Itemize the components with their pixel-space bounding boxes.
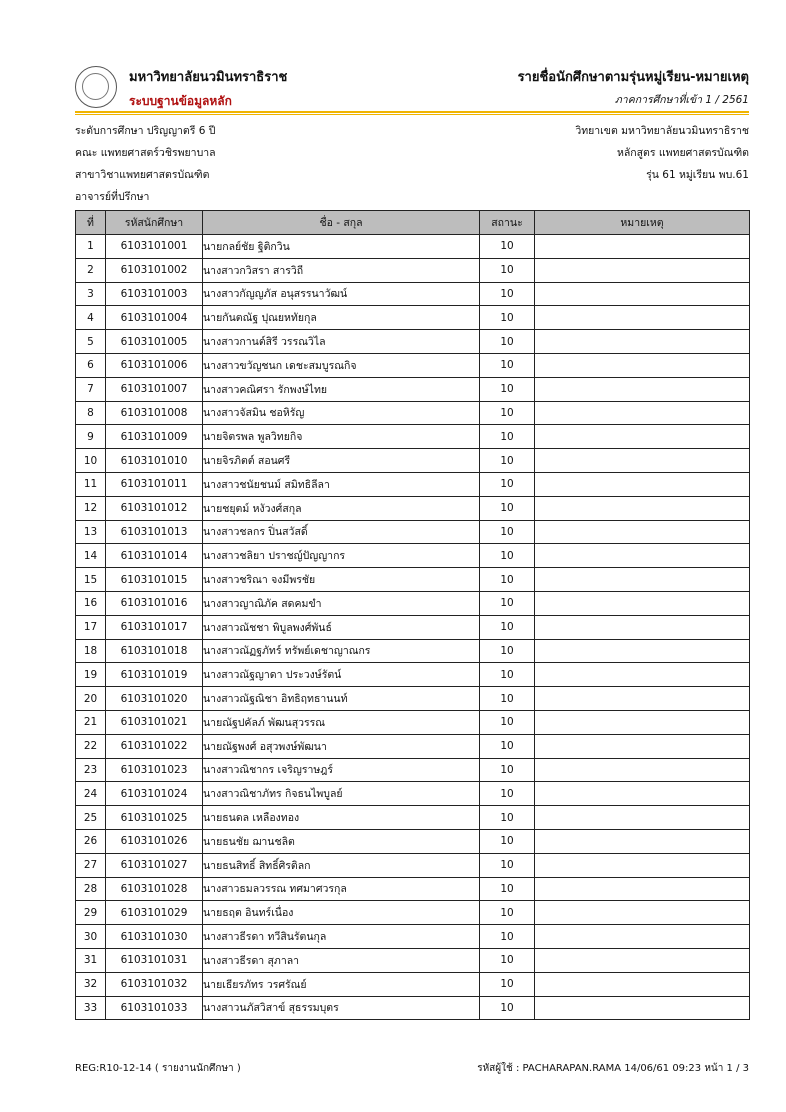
table-row: [76, 687, 750, 711]
remark: [535, 877, 750, 901]
student-id: 6103101016: [106, 591, 203, 615]
remark: [535, 663, 750, 687]
status: 10: [480, 710, 535, 734]
university-name: มหาวิทยาลัยนวมินทราธิราช: [129, 70, 288, 85]
row-index: 28: [76, 877, 106, 901]
row-index: 16: [76, 591, 106, 615]
remark: [535, 615, 750, 639]
table-row: [76, 877, 750, 901]
status: 10: [480, 782, 535, 806]
header-status: สถานะ: [480, 211, 535, 235]
row-index: 9: [76, 425, 106, 449]
status: 10: [480, 568, 535, 592]
table-row: [76, 544, 750, 568]
table-row: [76, 758, 750, 782]
table-row: [76, 925, 750, 949]
table-row: [76, 330, 750, 354]
status: 10: [480, 806, 535, 830]
advisor: อาจารย์ที่ปรึกษา: [75, 191, 150, 203]
status: 10: [480, 472, 535, 496]
remark: [535, 258, 750, 282]
row-index: 19: [76, 663, 106, 687]
remark: [535, 758, 750, 782]
student-name: นางสาวณัฐณิชา อิทธิฤทธานนท์: [203, 687, 480, 711]
student-id: 6103101021: [106, 710, 203, 734]
remark: [535, 520, 750, 544]
faculty: คณะ แพทยศาสตร์วชิรพยาบาล: [75, 147, 216, 159]
student-name: นายณัฐปคัลภ์ พัฒนสุวรรณ: [203, 710, 480, 734]
student-id: 6103101006: [106, 353, 203, 377]
row-index: 22: [76, 734, 106, 758]
student-name: นางสาวณัชชา พิบูลพงศ์พันธ์: [203, 615, 480, 639]
education-level: ระดับการศึกษา ปริญญาตรี 6 ปี: [75, 125, 216, 137]
student-id: 6103101024: [106, 782, 203, 806]
table-row: [76, 853, 750, 877]
report-title: รายชื่อนักศึกษาตามรุ่นหมู่เรียน-หมายเหตุ: [517, 70, 749, 85]
user-page-info: รหัสผู้ใช้ : PACHARAPAN.RAMA 14/06/61 09:23 หน้า 1 / 3: [477, 1063, 749, 1074]
semester-label: ภาคการศึกษาที่เข้า 1 / 2561: [614, 94, 749, 106]
status: 10: [480, 425, 535, 449]
header-divider-thin: [75, 114, 749, 115]
status: 10: [480, 449, 535, 473]
student-name: นางสาวชนัยชนม์ สมิทธิลีลา: [203, 472, 480, 496]
student-id: 6103101012: [106, 496, 203, 520]
student-id: 6103101030: [106, 925, 203, 949]
remark: [535, 591, 750, 615]
remark: [535, 235, 750, 259]
status: 10: [480, 544, 535, 568]
table-row: [76, 449, 750, 473]
row-index: 3: [76, 282, 106, 306]
student-id: 6103101014: [106, 544, 203, 568]
student-name: นางสาวณิชาภัทร กิจธนไพบูลย์: [203, 782, 480, 806]
row-index: 6: [76, 353, 106, 377]
status: 10: [480, 877, 535, 901]
student-id: 6103101004: [106, 306, 203, 330]
remark: [535, 401, 750, 425]
status: 10: [480, 282, 535, 306]
row-index: 4: [76, 306, 106, 330]
cohort-section: รุ่น 61 หมู่เรียน พบ.61: [646, 169, 749, 181]
status: 10: [480, 829, 535, 853]
table-row: [76, 401, 750, 425]
student-id: 6103101032: [106, 972, 203, 996]
remark: [535, 282, 750, 306]
student-id: 6103101033: [106, 996, 203, 1020]
table-row: [76, 615, 750, 639]
status: 10: [480, 258, 535, 282]
student-id: 6103101026: [106, 829, 203, 853]
curriculum: หลักสูตร แพทยศาสตรบัณฑิต: [616, 147, 749, 159]
student-name: นางสาวกานต์สิรี วรรณวิไล: [203, 330, 480, 354]
remark: [535, 710, 750, 734]
student-id: 6103101018: [106, 639, 203, 663]
system-name: ระบบฐานข้อมูลหลัก: [129, 94, 232, 108]
table-row: [76, 496, 750, 520]
student-name: นางสาวนภัสวิสาข์ สุธรรมบุตร: [203, 996, 480, 1020]
row-index: 20: [76, 687, 106, 711]
status: 10: [480, 306, 535, 330]
student-id: 6103101031: [106, 948, 203, 972]
table-row: [76, 710, 750, 734]
remark: [535, 948, 750, 972]
row-index: 32: [76, 972, 106, 996]
student-id: 6103101025: [106, 806, 203, 830]
header-student-id: รหัสนักศึกษา: [106, 211, 203, 235]
student-name: นางสาวชลกร ปิ่นสวัสดิ์: [203, 520, 480, 544]
table-row: [76, 282, 750, 306]
row-index: 33: [76, 996, 106, 1020]
remark: [535, 377, 750, 401]
status: 10: [480, 235, 535, 259]
table-row: [76, 972, 750, 996]
student-name: นางสาวขวัญชนก เดชะสมบูรณกิจ: [203, 353, 480, 377]
remark: [535, 425, 750, 449]
table-row: [76, 734, 750, 758]
table-row: [76, 472, 750, 496]
student-id: 6103101001: [106, 235, 203, 259]
status: 10: [480, 996, 535, 1020]
row-index: 5: [76, 330, 106, 354]
student-name: นางสาวณิชากร เจริญราษฎร์: [203, 758, 480, 782]
row-index: 29: [76, 901, 106, 925]
student-name: นางสาวญาณิภัค สดคมขำ: [203, 591, 480, 615]
table-row: [76, 901, 750, 925]
student-name: นางสาวธีรดา ทวีสินรัตนกุล: [203, 925, 480, 949]
status: 10: [480, 734, 535, 758]
row-index: 26: [76, 829, 106, 853]
student-id: 6103101011: [106, 472, 203, 496]
student-id: 6103101007: [106, 377, 203, 401]
remark: [535, 925, 750, 949]
student-name: นายเธียรภัทร วรศรัณย์: [203, 972, 480, 996]
student-id: 6103101002: [106, 258, 203, 282]
remark: [535, 639, 750, 663]
status: 10: [480, 901, 535, 925]
status: 10: [480, 639, 535, 663]
remark: [535, 901, 750, 925]
status: 10: [480, 687, 535, 711]
status: 10: [480, 330, 535, 354]
row-index: 2: [76, 258, 106, 282]
remark: [535, 806, 750, 830]
row-index: 23: [76, 758, 106, 782]
remark: [535, 353, 750, 377]
student-name: นายกันตณัฐ ปุณยหทัยกุล: [203, 306, 480, 330]
student-id: 6103101029: [106, 901, 203, 925]
student-roster-table: [75, 210, 750, 1020]
row-index: 30: [76, 925, 106, 949]
row-index: 8: [76, 401, 106, 425]
remark: [535, 972, 750, 996]
remark: [535, 687, 750, 711]
remark: [535, 544, 750, 568]
student-id: 6103101022: [106, 734, 203, 758]
status: 10: [480, 972, 535, 996]
remark: [535, 996, 750, 1020]
table-row: [76, 520, 750, 544]
table-row: [76, 235, 750, 259]
student-id: 6103101009: [106, 425, 203, 449]
table-row: [76, 996, 750, 1020]
student-name: นางสาวชลิยา ปราชญ์ปัญญากร: [203, 544, 480, 568]
row-index: 27: [76, 853, 106, 877]
student-name: นางสาวณัฏฐภัทร์ ทรัพย์เดชาญาณกร: [203, 639, 480, 663]
status: 10: [480, 948, 535, 972]
report-code: REG:R10-12-14 ( รายงานนักศึกษา ): [75, 1063, 241, 1074]
student-id: 6103101013: [106, 520, 203, 544]
status: 10: [480, 615, 535, 639]
remark: [535, 734, 750, 758]
status: 10: [480, 925, 535, 949]
table-row: [76, 782, 750, 806]
row-index: 14: [76, 544, 106, 568]
header-index: ที่: [76, 211, 106, 235]
student-id: 6103101020: [106, 687, 203, 711]
remark: [535, 449, 750, 473]
remark: [535, 782, 750, 806]
student-name: นายจิรภิตต์ สอนศรี: [203, 449, 480, 473]
table-row: [76, 377, 750, 401]
remark: [535, 472, 750, 496]
student-id: 6103101008: [106, 401, 203, 425]
table-row: [76, 663, 750, 687]
student-name: นางสาวกวิสรา สารวิถี: [203, 258, 480, 282]
student-id: 6103101003: [106, 282, 203, 306]
student-name: นายณัฐพงศ์ อสุวพงษ์พัฒนา: [203, 734, 480, 758]
row-index: 10: [76, 449, 106, 473]
status: 10: [480, 758, 535, 782]
row-index: 25: [76, 806, 106, 830]
row-index: 31: [76, 948, 106, 972]
student-name: นายชยุตม์ หงัวงศ์สกุล: [203, 496, 480, 520]
student-id: 6103101015: [106, 568, 203, 592]
remark: [535, 496, 750, 520]
table-row: [76, 591, 750, 615]
header-divider: [75, 111, 749, 113]
student-id: 6103101019: [106, 663, 203, 687]
row-index: 24: [76, 782, 106, 806]
status: 10: [480, 377, 535, 401]
student-name: นางสาวธมลวรรณ ทศมาศวรกุล: [203, 877, 480, 901]
row-index: 11: [76, 472, 106, 496]
table-body: [76, 235, 750, 1020]
table-row: [76, 639, 750, 663]
student-id: 6103101017: [106, 615, 203, 639]
status: 10: [480, 663, 535, 687]
header-name: ชื่อ - สกุล: [203, 211, 480, 235]
status: 10: [480, 353, 535, 377]
row-index: 17: [76, 615, 106, 639]
student-name: นางสาวกัญญภัส อนุสรรนาวัฒน์: [203, 282, 480, 306]
remark: [535, 568, 750, 592]
status: 10: [480, 496, 535, 520]
student-name: นายธนสิทธิ์ สิทธิ์ศิรติลก: [203, 853, 480, 877]
student-name: นายธนชัย ฌานชลิต: [203, 829, 480, 853]
major: สาขาวิชาแพทยศาสตรบัณฑิต: [75, 169, 210, 181]
table-row: [76, 425, 750, 449]
row-index: 13: [76, 520, 106, 544]
student-id: 6103101027: [106, 853, 203, 877]
student-name: นางสาวธีรดา สุภาลา: [203, 948, 480, 972]
student-name: นางสาวชริณา จงมีพรชัย: [203, 568, 480, 592]
university-seal-logo: [75, 66, 117, 108]
remark: [535, 306, 750, 330]
remark: [535, 853, 750, 877]
table-row: [76, 258, 750, 282]
table-row: [76, 948, 750, 972]
row-index: 12: [76, 496, 106, 520]
table-row: [76, 829, 750, 853]
row-index: 7: [76, 377, 106, 401]
row-index: 18: [76, 639, 106, 663]
row-index: 1: [76, 235, 106, 259]
status: 10: [480, 401, 535, 425]
student-name: นางสาวจัสมิน ชอหิรัญ: [203, 401, 480, 425]
table-row: [76, 353, 750, 377]
student-name: นายธฤต อินทร์เนื่อง: [203, 901, 480, 925]
table-row: [76, 806, 750, 830]
status: 10: [480, 853, 535, 877]
status: 10: [480, 520, 535, 544]
student-name: นายธนดล เหลืองทอง: [203, 806, 480, 830]
header-remark: หมายเหตุ: [535, 211, 750, 235]
status: 10: [480, 591, 535, 615]
remark: [535, 829, 750, 853]
row-index: 15: [76, 568, 106, 592]
student-name: นายกลย์ชัย ฐิติกวิน: [203, 235, 480, 259]
student-name: นางสาวคณิศรา รักพงษ์ไทย: [203, 377, 480, 401]
campus: วิทยาเขต มหาวิทยาลัยนวมินทราธิราช: [575, 125, 749, 137]
table-row: [76, 306, 750, 330]
remark: [535, 330, 750, 354]
table-row: [76, 568, 750, 592]
student-name: นางสาวณัฐญาดา ประวงษ์รัตน์: [203, 663, 480, 687]
student-id: 6103101005: [106, 330, 203, 354]
row-index: 21: [76, 710, 106, 734]
student-id: 6103101023: [106, 758, 203, 782]
student-name: นายจิตรพล พูลวิทยกิจ: [203, 425, 480, 449]
student-id: 6103101028: [106, 877, 203, 901]
table-header-row: [76, 211, 750, 235]
student-id: 6103101010: [106, 449, 203, 473]
